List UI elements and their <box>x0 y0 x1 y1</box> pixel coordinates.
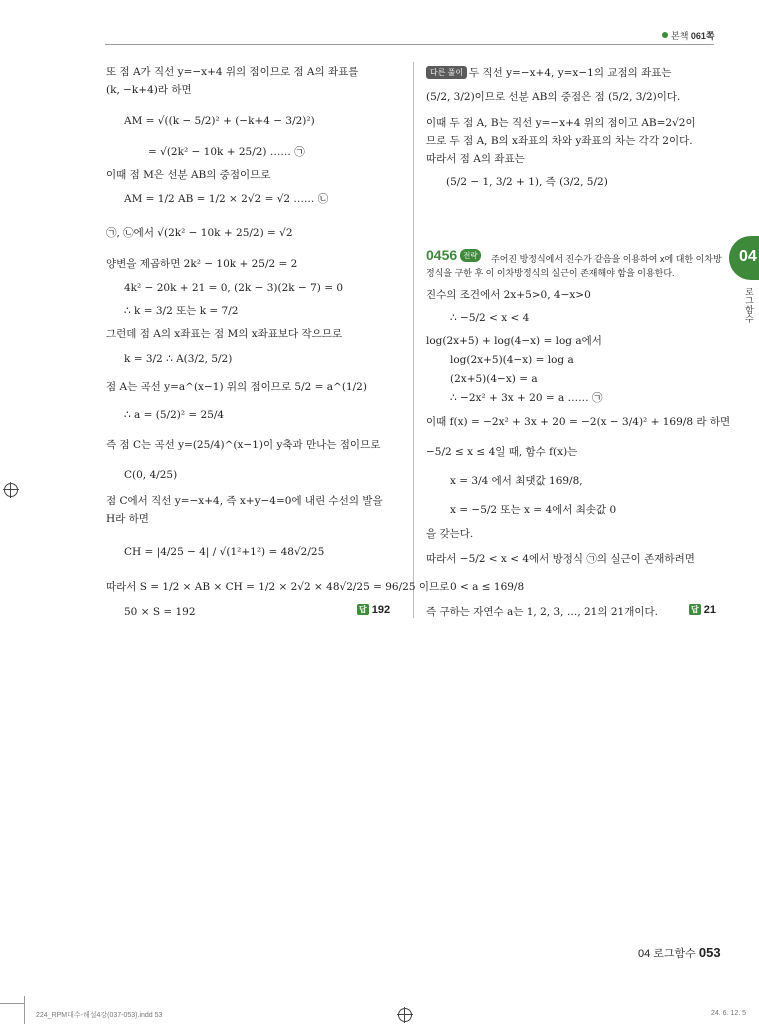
left-line: 또 점 A가 직선 y=−x+4 위의 점이므로 점 A의 좌표를 <box>106 66 359 78</box>
header-bullet <box>662 32 668 38</box>
right-answer-value: 21 <box>703 604 716 616</box>
header-label: 본책 <box>671 31 689 41</box>
right-line: ∴ −2x² + 3x + 20 = a …… ㉠ <box>450 392 603 404</box>
right-line: 을 갖는다. <box>426 528 474 540</box>
right-line: log(2x+5) + log(4−x) = log a에서 <box>426 335 602 347</box>
strategy-badge: 전략 <box>460 249 481 262</box>
crop-mark <box>0 1003 24 1004</box>
right-answer <box>689 604 716 616</box>
left-line: (k, −k+4)라 하면 <box>106 84 192 96</box>
right-line: x = 3/4 에서 최댓값 169/8, <box>450 475 583 487</box>
left-line: 이때 점 M은 선분 AB의 중점이므로 <box>106 169 271 181</box>
answer-badge: 답 <box>691 605 699 614</box>
left-line: k = 3/2 ∴ A(3/2, 5/2) <box>124 353 233 365</box>
left-line: AM = √((k − 5/2)² + (−k+4 − 3/2)²) <box>124 115 315 127</box>
chapter-tab <box>729 236 759 280</box>
left-line: AM = 1/2 AB = 1/2 × 2√2 = √2 …… ㉡ <box>124 193 329 205</box>
right-line: 이때 f(x) = −2x² + 3x + 20 = −2(x − 3/4)² + 169/8 라 하면 <box>426 416 731 428</box>
alt-solution-tag-wrap <box>426 65 467 79</box>
registration-mark-icon <box>398 1008 412 1022</box>
right-alt-line: (5/2, 3/2)이므로 선분 AB의 중점은 점 (5/2, 3/2)이다. <box>426 91 681 103</box>
left-line: 따라서 S = 1/2 × AB × CH = 1/2 × 2√2 × 48√2/25 = 96/25 이므로 <box>106 581 450 593</box>
left-line: H라 하면 <box>106 513 149 525</box>
right-line: 따라서 −5/2 < x < 4에서 방정식 ㉠의 실근이 존재하려면 <box>426 553 695 565</box>
chapter-side-label: 로그함수 <box>744 287 754 323</box>
left-line: 즉 점 C는 곡선 y=(25/4)^(x−1)이 y축과 만나는 점이므로 <box>106 439 381 451</box>
footer-page <box>638 945 721 961</box>
left-line: 50 × S = 192 <box>124 606 196 618</box>
right-alt-line: 이때 두 점 A, B는 직선 y=−x+4 위의 점이고 AB=2√2이 <box>426 117 696 129</box>
right-alt-line: (5/2 − 1, 3/2 + 1), 즉 (3/2, 5/2) <box>446 176 608 188</box>
right-line: −5/2 ≤ x ≤ 4일 때, 함수 f(x)는 <box>426 446 578 458</box>
crop-mark <box>24 996 25 1024</box>
left-line: 점 A는 곡선 y=a^(x−1) 위의 점이므로 5/2 = a^(1/2) <box>106 381 367 393</box>
header-rule <box>105 44 714 45</box>
right-line: (2x+5)(4−x) = a <box>450 373 538 385</box>
right-line: 진수의 조건에서 2x+5>0, 4−x>0 <box>426 289 591 301</box>
left-line: ∴ a = (5/2)² = 25/4 <box>124 409 225 421</box>
left-line: 양변을 제곱하면 2k² − 10k + 25/2 = 2 <box>106 258 298 270</box>
left-line: 그런데 점 A의 x좌표는 점 M의 x좌표보다 작으므로 <box>106 328 343 340</box>
right-alt-line: 따라서 점 A의 좌표는 <box>426 153 525 165</box>
left-answer <box>357 604 390 616</box>
registration-mark-icon <box>4 483 18 497</box>
header-ref <box>671 29 715 42</box>
print-slug-date: 24. 6. 12. 5 <box>711 1010 747 1017</box>
right-line: 즉 구하는 자연수 a는 1, 2, 3, …, 21의 21개이다. <box>426 606 658 618</box>
alt-solution-tag: 다른 풀이 <box>426 66 467 79</box>
left-line: = √(2k² − 10k + 25/2) …… ㉠ <box>148 146 305 158</box>
left-answer-value: 192 <box>371 604 391 616</box>
strategy-line: 정식을 구한 후 이 이차방정식의 실근이 존재해야 함을 이용한다. <box>426 268 675 278</box>
right-alt-line: 두 직선 y=−x+4, y=x−1의 교점의 좌표는 <box>469 67 672 79</box>
left-line: ㉠, ㉡에서 √(2k² − 10k + 25/2) = √2 <box>106 227 293 239</box>
problem-number: 0456 <box>426 247 458 263</box>
left-line: C(0, 4/25) <box>124 469 178 481</box>
right-alt-line: 므로 두 점 A, B의 x좌표의 차와 y좌표의 차는 각각 2이다. <box>426 135 693 147</box>
left-line: 점 C에서 직선 y=−x+4, 즉 x+y−4=0에 내린 수선의 발을 <box>106 495 383 507</box>
footer-chapter: 04 로그함수 <box>638 948 696 960</box>
strategy-line: 주어진 방정식에서 진수가 같음을 이용하여 x에 대한 이차방 <box>491 254 722 264</box>
header-page-ref: 061쪽 <box>690 31 715 41</box>
problem-header <box>426 247 484 263</box>
answer-badge: 답 <box>359 605 367 614</box>
right-line: x = −5/2 또는 x = 4에서 최솟값 0 <box>450 504 617 516</box>
footer-page-number: 053 <box>698 945 721 960</box>
chapter-tab-number: 04 <box>739 248 757 265</box>
right-line: 0 < a ≤ 169/8 <box>450 581 525 593</box>
right-line: ∴ −5/2 < x < 4 <box>450 312 530 324</box>
print-slug-file: 224_RPM대수-해설4강(037-053).indd 53 <box>36 1012 163 1019</box>
column-divider <box>413 62 414 618</box>
right-line: log(2x+5)(4−x) = log a <box>450 354 574 366</box>
left-line: ∴ k = 3/2 또는 k = 7/2 <box>124 305 239 317</box>
left-line: 4k² − 20k + 21 = 0, (2k − 3)(2k − 7) = 0 <box>124 282 344 294</box>
left-line: CH = |4/25 − 4| / √(1²+1²) = 48√2/25 <box>124 546 325 558</box>
